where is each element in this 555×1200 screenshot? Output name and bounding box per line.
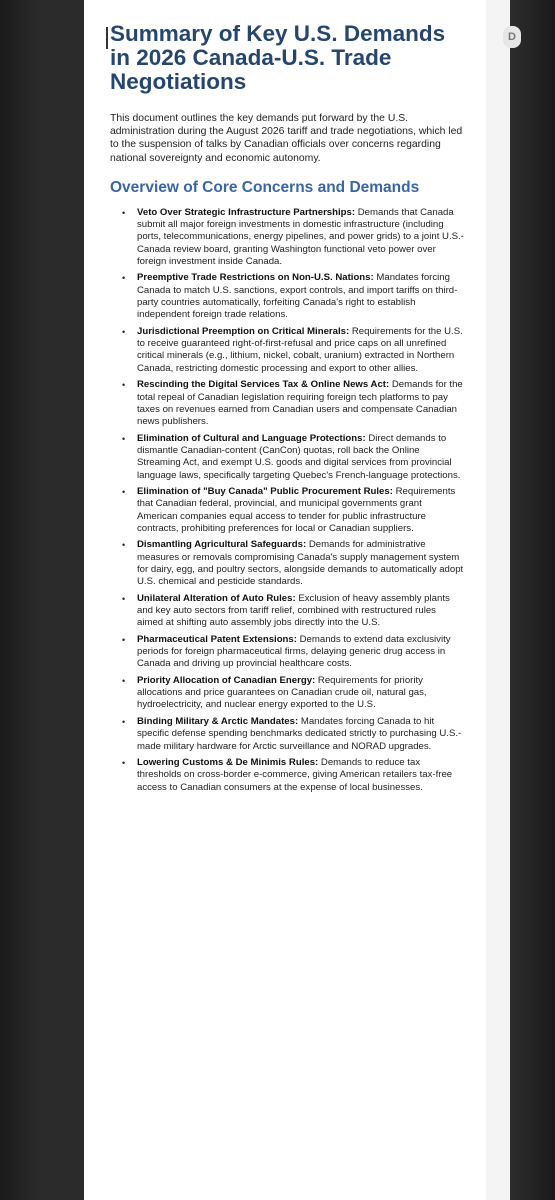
bullet-icon: • — [122, 273, 126, 284]
list-item-title: Elimination of Cultural and Language Protections: — [137, 432, 366, 444]
intro-paragraph: This document outlines the key demands put forward by the U.S. administration during the August 2026 tariff and trade negotiations, which led to the suspension of talks by Canadian officials over concerns regarding national sovereignty and economic autonomy. — [110, 113, 463, 164]
list-item-title: Unilateral Alteration of Auto Rules: — [137, 592, 296, 604]
list-item-text: Demands that Canada submit all major foreign investments in domestic infrastructure (including ports, telecommunications, energy pipelines, and power grids) to a joint U.S.-Canada review board, granting Washington functional veto power over foreign investment inside Canada. — [137, 206, 464, 267]
document-title: Summary of Key U.S. Demands in 2026 Canada-U.S. Trade Negotiations — [110, 21, 446, 94]
list-item-title: Dismantling Agricultural Safeguards: — [137, 539, 307, 551]
list-item — [122, 539, 468, 588]
bullet-icon: • — [122, 486, 126, 497]
list-item-title: Elimination of "Buy Canada" Public Procurement Rules: — [137, 485, 393, 497]
list-item — [122, 325, 468, 375]
list-item-text: Requirements that Canadian federal, provincial, and municipal governments grant American companies equal access to tender for public infrastructure contracts, prohibiting preferences for local or Canadian suppliers. — [137, 485, 456, 534]
bullet-icon: • — [122, 675, 126, 686]
text-cursor — [106, 27, 108, 49]
list-item-text: Demands to reduce tax thresholds on cross-border e-commerce, giving American retailers tax-free access to Canadian consumers at the expense of local businesses. — [137, 757, 453, 793]
bullet-icon: • — [122, 716, 126, 727]
list-item-text: Demands for administrative measures or removals compromising Canada's supply management system for dairy, egg, and poultry sectors, alongside demands to automatically adopt U.S. chemical and pesticide standards. — [137, 539, 464, 588]
list-item-title: Preemptive Trade Restrictions on Non-U.S. Nations: — [137, 272, 374, 284]
list-item-title: Lowering Customs & De Minimis Rules: — [137, 757, 319, 769]
list-item-title: Jurisdictional Preemption on Critical Minerals: — [137, 325, 350, 337]
list-item-title: Binding Military & Arctic Mandates: — [137, 715, 299, 727]
bullet-icon: • — [122, 593, 126, 604]
list-item-title: Rescinding the Digital Services Tax & Online News Act: — [137, 379, 390, 391]
list-item-text: Direct demands to dismantle Canadian-content (CanCon) quotas, roll back the Online Streaming Act, and exempt U.S. goods and digital services from provincial language laws, specifically targeting Quebec's French-language protections. — [137, 432, 461, 481]
app-badge-icon[interactable]: D — [503, 26, 521, 48]
bullet-icon: • — [122, 380, 126, 391]
demands-list — [110, 207, 468, 794]
list-item — [122, 379, 468, 428]
scrollbar-track[interactable] — [486, 0, 510, 1200]
list-item — [122, 432, 468, 482]
list-item-text: Requirements for the U.S. to receive guaranteed right-of-first-refusal and price caps on all unrefined critical minerals (e.g., lithium, nickel, cobalt, uranium) extracted in Northern Canada, restricting domestic processing and export to other allies. — [137, 325, 463, 374]
list-item — [122, 485, 468, 535]
list-item — [122, 272, 468, 321]
document-page[interactable] — [84, 0, 486, 1200]
list-item-text: Mandates forcing Canada to match U.S. sanctions, export controls, and import tariffs on third-party countries automatically, forfeiting Canada's right to establish independent foreign trade relations. — [137, 272, 458, 321]
list-item-text: Mandates forcing Canada to hit specific defense spending benchmarks dedicated strictly to purchasing U.S.-made military hardware for Arctic surveillance and NORAD upgrades. — [137, 715, 462, 752]
section-heading: Overview of Core Concerns and Demands — [110, 178, 420, 196]
list-item-text: Requirements for priority allocations and price guarantees on Canadian crude oil, natural gas, hydroelectricity, and nuclear energy exported to the U.S. — [137, 674, 427, 711]
list-item-text: Demands to extend data exclusivity periods for foreign pharmaceutical firms, delaying generic drug access in Canada and driving up provincial healthcare costs. — [137, 633, 451, 670]
list-item — [122, 757, 468, 794]
list-item — [122, 206, 468, 268]
list-item — [122, 592, 468, 630]
list-item-title: Veto Over Strategic Infrastructure Partnerships: — [137, 206, 356, 218]
bullet-icon: • — [122, 758, 126, 769]
bullet-icon: • — [122, 634, 126, 645]
list-item-text: Demands for the total repeal of Canadian legislation requiring foreign tech platforms to pay taxes on revenues earned from Canadian users and compensate Canadian news publishers. — [137, 379, 463, 428]
list-item — [122, 674, 468, 712]
bullet-icon: • — [122, 207, 126, 218]
list-item-title: Pharmaceutical Patent Extensions: — [137, 633, 297, 645]
bullet-icon: • — [122, 326, 126, 337]
bullet-icon: • — [122, 540, 126, 551]
list-item-text: Exclusion of heavy assembly plants and key auto sectors from tariff relief, combined with restructured rules aimed at shifting auto assembly jobs directly into the U.S. — [137, 592, 450, 629]
list-item — [122, 633, 468, 671]
list-item-title: Priority Allocation of Canadian Energy: — [137, 674, 316, 686]
list-item — [122, 715, 468, 753]
bullet-icon: • — [122, 433, 126, 444]
